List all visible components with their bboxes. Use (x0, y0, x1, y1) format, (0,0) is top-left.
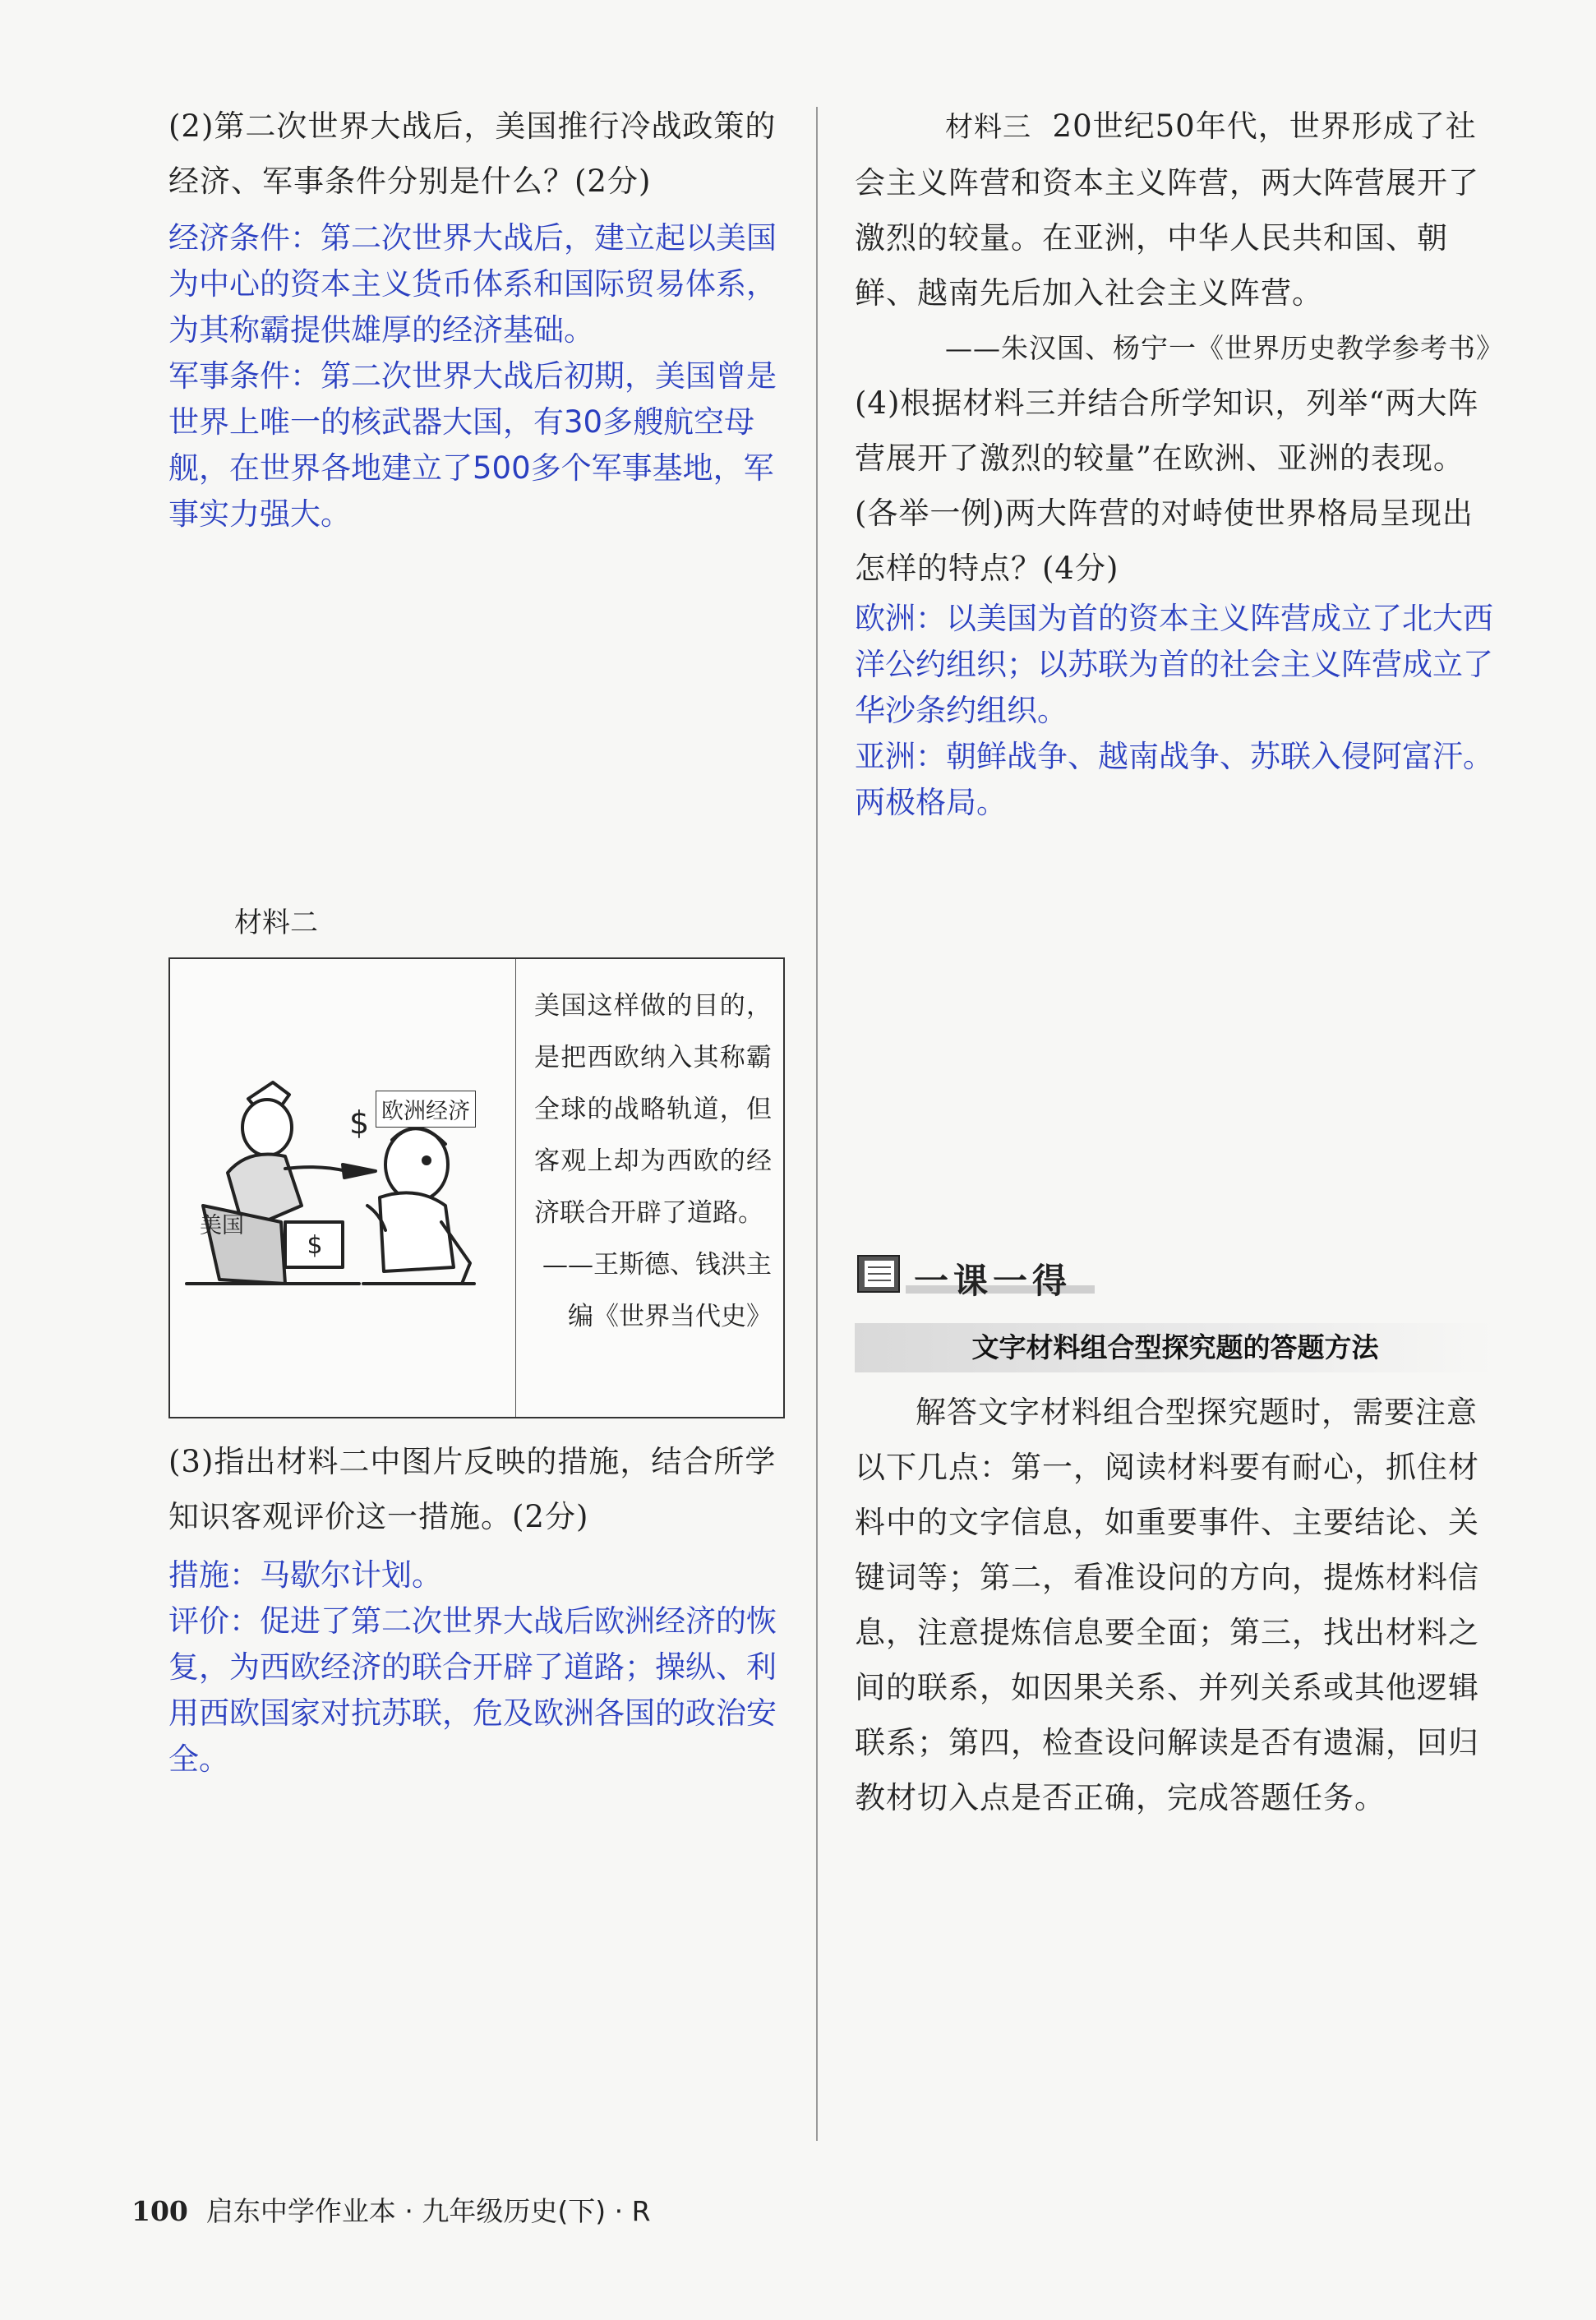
column-divider (816, 107, 818, 2141)
material-3-source: ——朱汉国、杨宁一《世界历史教学参考书》 (945, 332, 1504, 364)
method-text: 解答文字材料组合型探究题时，需要注意以下几点：第一，阅读材料要有耐心，抓住材料中的文字信息，如重要事件、主要结论、关键词等；第二，看准设问的方向，提炼材料信息，注意提炼信息要全面；第三，找出材料之间的联系，如因果关系、并列关系或其他逻辑联系；第四，检查设问解读是否有遗漏，回归教材切入点是否正确，完成答题任务。 (855, 1395, 1479, 1815)
section-header (855, 1249, 1101, 1301)
answer-4-asia: 亚洲：朝鲜战争、越南战争、苏联入侵阿富汗。 (855, 739, 1493, 774)
right-column (855, 99, 1504, 826)
book-title: 启东中学作业本 · 九年级历史(下) · R (205, 2195, 651, 2227)
material-3-label: 材料三 (945, 111, 1031, 144)
tag-europe-economy: 欧洲经济 (376, 1091, 476, 1128)
material-2-title: 材料二 (234, 906, 318, 939)
cartoon-illustration (170, 959, 514, 1417)
cartoon-caption-source: ——王斯德、钱洪主编《世界当代史》 (542, 1250, 772, 1331)
answer-4-europe: 欧洲：以美国为首的资本主义阵营成立了北大西洋公约组织；以苏联为首的社会主义阵营成立了华沙条约组织。 (855, 601, 1493, 728)
left-column (168, 99, 793, 537)
material-3-body: 20世纪50年代，世界形成了社会主义阵营和资本主义阵营，两大阵营展开了激烈的较量。在亚洲，中华人民共和国、朝鲜、越南先后加入社会主义阵营。 (855, 108, 1479, 311)
question-3: (3)指出材料二中图片反映的措施，结合所学知识客观评价这一措施。(2分) (168, 1444, 777, 1534)
cartoon-caption-text: 美国这样做的目的，是把西欧纳入其称霸全球的战略轨道，但客观上却为西欧的经济联合开辟了道路。 (534, 991, 772, 1228)
section-title: 一课一得 (914, 1261, 1072, 1301)
method-title: 文字材料组合型探究题的答题方法 (855, 1323, 1496, 1372)
answer-4-pattern: 两极格局。 (855, 785, 1007, 820)
left-column-lower (168, 1434, 793, 1783)
tag-usa: 美国 (200, 1213, 244, 1238)
answer-3-evaluation: 评价：促进了第二次世界大战后欧洲经济的恢复，为西欧经济的联合开辟了道路；操纵、利用西欧国家对抗苏联，危及欧洲各国的政治安全。 (168, 1603, 777, 1777)
svg-text:$: $ (349, 1105, 370, 1141)
page-footer (131, 2190, 651, 2229)
answer-2-economic: 经济条件：第二次世界大战后，建立起以美国为中心的资本主义货币体系和国际贸易体系，为其称霸提供雄厚的经济基础。 (168, 220, 777, 348)
cartoon-drawing-icon (170, 959, 514, 1417)
method-body (855, 1385, 1504, 1825)
material-2-cartoon (168, 957, 785, 1418)
svg-text:$: $ (307, 1231, 323, 1260)
question-2: (2)第二次世界大战后，美国推行冷战政策的经济、军事条件分别是什么？(2分) (168, 108, 777, 199)
answer-3-measure: 措施：马歇尔计划。 (168, 1557, 442, 1593)
material-3-text (855, 99, 1504, 321)
answer-2-military: 军事条件：第二次世界大战后初期，美国曾是世界上唯一的核武器大国，有30多艘航空母舰，在世界各地建立了500多个军事基地，军事实力强大。 (168, 358, 777, 532)
page-number: 100 (131, 2195, 188, 2227)
question-4: (4)根据材料三并结合所学知识，列举“两大阵营展开了激烈的较量”在欧洲、亚洲的表现。(各举一例)两大阵营的对峙使世界格局呈现出怎样的特点？(4分) (855, 385, 1479, 586)
cartoon-caption (515, 959, 783, 1417)
